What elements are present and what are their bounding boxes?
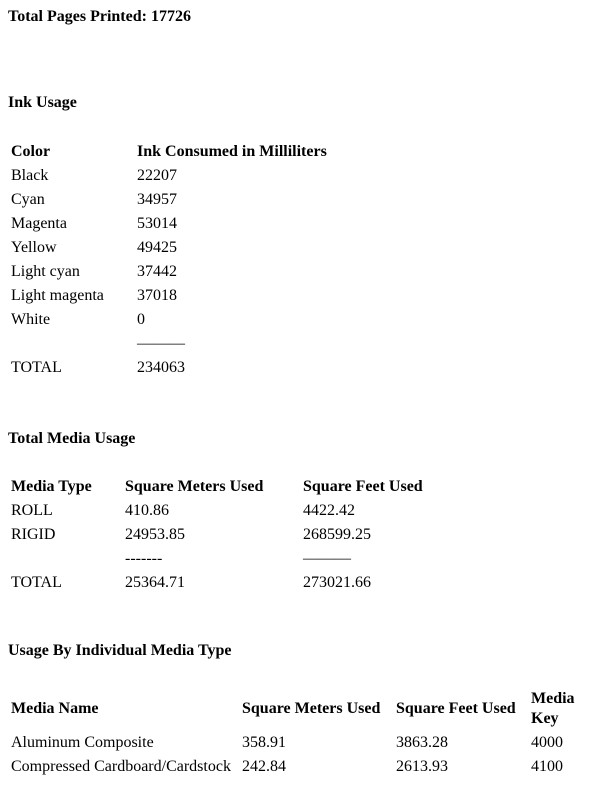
ink-color-cell: Cyan bbox=[11, 191, 45, 208]
ink-color-cell: Yellow bbox=[11, 239, 57, 256]
ink-amount-cell: 0 bbox=[137, 311, 145, 328]
ink-color-cell: Light cyan bbox=[11, 263, 80, 280]
table-row bbox=[10, 237, 358, 259]
table-header-row bbox=[10, 476, 474, 498]
ink-amount-cell: 53014 bbox=[137, 215, 177, 232]
total-media-usage-heading: Total Media Usage bbox=[8, 430, 136, 447]
individual-media-table bbox=[8, 686, 594, 780]
total-value: 234063 bbox=[137, 359, 185, 376]
ink-color-cell: Black bbox=[11, 167, 49, 184]
separator-row bbox=[10, 333, 358, 355]
ink-amount-cell: 49425 bbox=[137, 239, 177, 256]
square-meters-cell: 242.84 bbox=[242, 758, 286, 775]
media-type-cell: RIGID bbox=[11, 526, 56, 543]
table-row bbox=[10, 165, 358, 187]
column-header-square-feet: Square Feet Used bbox=[396, 700, 516, 717]
ink-amount-cell: 37442 bbox=[137, 263, 177, 280]
total-square-feet: 273021.66 bbox=[303, 574, 371, 591]
total-pages-printed: Total Pages Printed: 17726 bbox=[8, 8, 191, 25]
total-square-meters: 25364.71 bbox=[125, 574, 185, 591]
usage-by-individual-media-heading: Usage By Individual Media Type bbox=[8, 642, 232, 659]
media-name-cell: Compressed Cardboard/Cardstock bbox=[11, 758, 231, 775]
media-key-cell: 4000 bbox=[531, 734, 563, 751]
empty-cell bbox=[10, 548, 122, 570]
total-label: TOTAL bbox=[11, 574, 62, 591]
square-meters-cell: 358.91 bbox=[242, 734, 286, 751]
square-feet-cell: 2613.93 bbox=[396, 758, 448, 775]
total-row bbox=[10, 572, 474, 594]
separator-line: ——— bbox=[303, 550, 351, 567]
table-row bbox=[10, 189, 358, 211]
column-header-media-name: Media Name bbox=[11, 700, 99, 717]
total-media-usage-table bbox=[8, 474, 476, 596]
column-header-square-meters: Square Meters Used bbox=[125, 478, 264, 495]
table-row bbox=[10, 732, 592, 754]
table-row bbox=[10, 309, 358, 331]
separator-row bbox=[10, 548, 474, 570]
table-row bbox=[10, 500, 474, 522]
table-header-row bbox=[10, 141, 358, 163]
empty-cell bbox=[10, 333, 134, 355]
ink-amount-cell: 34957 bbox=[137, 191, 177, 208]
separator-line: ——— bbox=[137, 335, 185, 352]
column-header-media-key: Media Key bbox=[531, 690, 575, 727]
square-meters-cell: 24953.85 bbox=[125, 526, 185, 543]
ink-usage-heading: Ink Usage bbox=[8, 94, 77, 111]
square-feet-cell: 4422.42 bbox=[303, 502, 355, 519]
table-row bbox=[10, 524, 474, 546]
total-row bbox=[10, 357, 358, 379]
column-header-square-meters: Square Meters Used bbox=[242, 700, 381, 717]
ink-amount-cell: 22207 bbox=[137, 167, 177, 184]
separator-line: ------- bbox=[125, 550, 163, 567]
square-feet-cell: 3863.28 bbox=[396, 734, 448, 751]
ink-color-cell: Magenta bbox=[11, 215, 67, 232]
media-type-cell: ROLL bbox=[11, 502, 53, 519]
column-header-media-type: Media Type bbox=[11, 478, 92, 495]
table-header-row bbox=[10, 688, 592, 730]
square-feet-cell: 268599.25 bbox=[303, 526, 371, 543]
table-row bbox=[10, 756, 592, 778]
table-row bbox=[10, 285, 358, 307]
total-label: TOTAL bbox=[11, 359, 62, 376]
column-header-square-feet: Square Feet Used bbox=[303, 478, 423, 495]
table-row bbox=[10, 213, 358, 235]
ink-usage-table bbox=[8, 139, 360, 381]
media-name-cell: Aluminum Composite bbox=[11, 734, 154, 751]
square-meters-cell: 410.86 bbox=[125, 502, 169, 519]
table-row bbox=[10, 261, 358, 283]
ink-amount-cell: 37018 bbox=[137, 287, 177, 304]
ink-color-cell: White bbox=[11, 311, 51, 328]
column-header-ink-consumed: Ink Consumed in Milliliters bbox=[137, 143, 327, 160]
media-key-cell: 4100 bbox=[531, 758, 563, 775]
column-header-color: Color bbox=[11, 143, 51, 160]
ink-color-cell: Light magenta bbox=[11, 287, 104, 304]
